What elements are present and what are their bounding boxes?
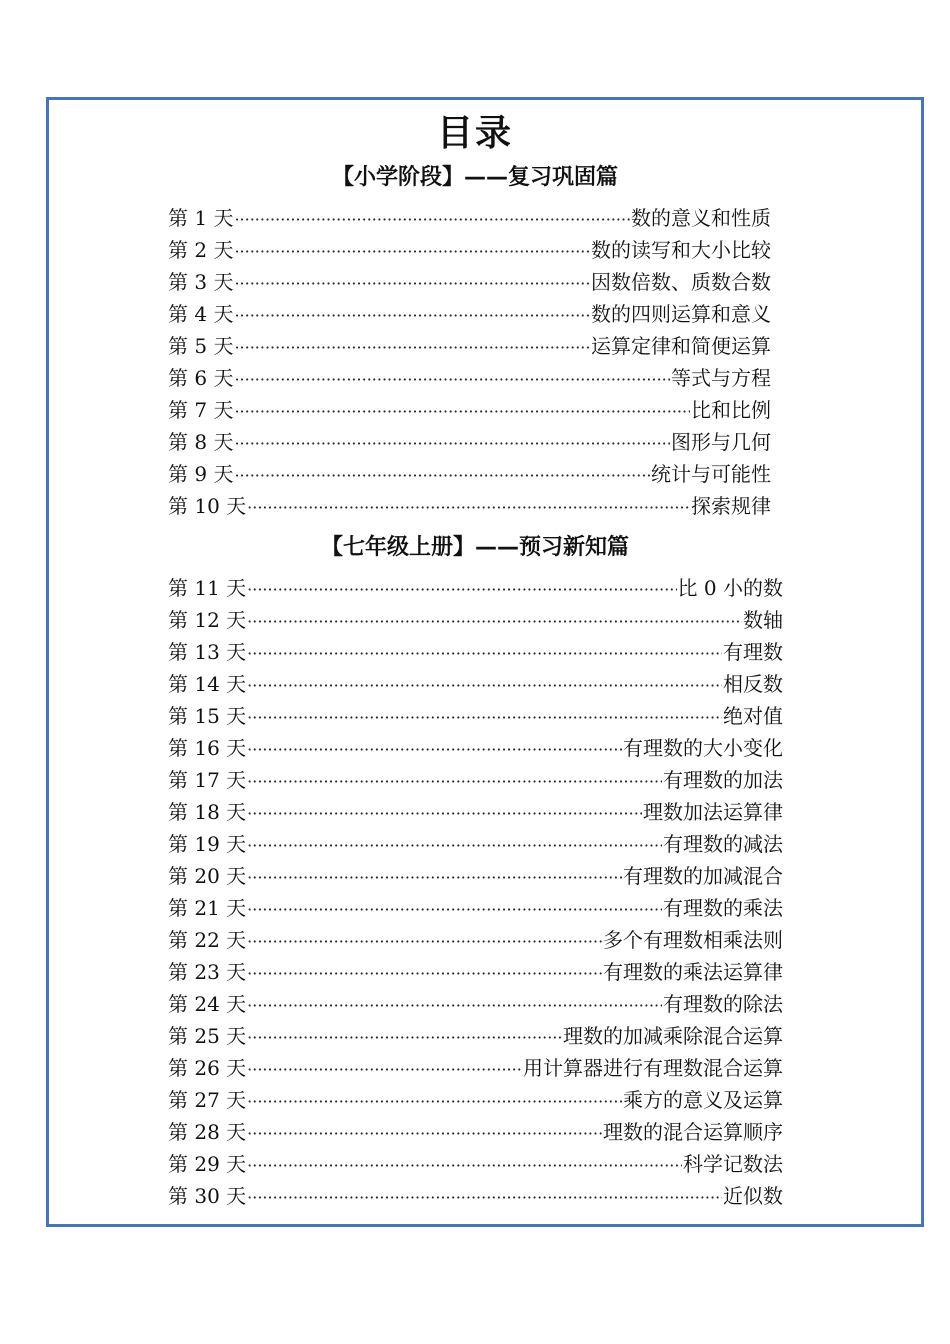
toc-entry-day: 第 22 天	[168, 928, 247, 952]
toc-entry[interactable]	[168, 956, 783, 988]
toc-entry-day: 第 9 天	[168, 462, 234, 486]
toc-dot-leader	[234, 300, 590, 332]
toc-entry[interactable]	[168, 988, 783, 1020]
toc-dot-leader	[247, 894, 662, 926]
toc-entry-title: 运算定律和简便运算	[591, 334, 771, 358]
toc-entry[interactable]	[168, 796, 783, 828]
toc-entry[interactable]	[168, 1084, 783, 1116]
toc-entry-title: 数的四则运算和意义	[591, 302, 771, 326]
toc-entry[interactable]	[168, 604, 783, 636]
toc-dot-leader	[247, 766, 662, 798]
toc-entry-title: 有理数的乘法	[663, 896, 783, 920]
toc-entry-title: 数的读写和大小比较	[591, 238, 771, 262]
toc-entry-title: 有理数的加法	[663, 768, 783, 792]
toc-entry-title: 乘方的意义及运算	[623, 1088, 783, 1112]
toc-entry-title: 等式与方程	[671, 366, 771, 390]
toc-entry-title: 比 0 小的数	[677, 576, 783, 600]
toc-dot-leader	[234, 396, 690, 428]
toc-entry[interactable]	[168, 1116, 783, 1148]
toc-entry[interactable]	[168, 362, 771, 394]
toc-entry-title: 相反数	[723, 672, 783, 696]
page-title: 目录	[436, 113, 513, 154]
toc-entry-day: 第 8 天	[168, 430, 234, 454]
toc-entry-day: 第 12 天	[168, 608, 247, 632]
toc-entry-day: 第 4 天	[168, 302, 234, 326]
section-heading-grade7-preview: 【七年级上册】——预习新知篇	[320, 535, 629, 560]
toc-entry-title: 有理数的加减混合	[623, 864, 783, 888]
toc-entry-title: 有理数的减法	[663, 832, 783, 856]
toc-entry[interactable]	[168, 700, 783, 732]
toc-entry[interactable]	[168, 458, 771, 490]
toc-entry-title: 理数的混合运算顺序	[603, 1120, 783, 1144]
toc-dot-leader	[247, 830, 662, 862]
toc-entry[interactable]	[168, 426, 771, 458]
toc-dot-leader	[247, 958, 602, 990]
toc-entry[interactable]	[168, 668, 783, 700]
toc-dot-leader	[247, 1150, 682, 1182]
toc-dot-leader	[247, 606, 742, 638]
toc-dot-leader	[247, 1086, 622, 1118]
toc-entry-title: 比和比例	[691, 398, 771, 422]
toc-entry-day: 第 21 天	[168, 896, 247, 920]
toc-entry-title: 科学记数法	[683, 1152, 783, 1176]
toc-dot-leader	[247, 990, 662, 1022]
toc-dot-leader	[247, 1054, 522, 1086]
toc-entry-title: 用计算器进行有理数混合运算	[523, 1056, 783, 1080]
toc-list-grade7-preview	[168, 572, 783, 1212]
toc-entry-day: 第 20 天	[168, 864, 247, 888]
toc-dot-leader	[247, 926, 602, 958]
toc-list-primary-review	[168, 202, 771, 522]
toc-entry[interactable]	[168, 860, 783, 892]
toc-entry-day: 第 13 天	[168, 640, 247, 664]
toc-entry-title: 统计与可能性	[651, 462, 771, 486]
toc-entry-day: 第 15 天	[168, 704, 247, 728]
toc-dot-leader	[247, 798, 642, 830]
toc-entry-day: 第 26 天	[168, 1056, 247, 1080]
toc-entry[interactable]	[168, 764, 783, 796]
toc-entry[interactable]	[168, 636, 783, 668]
toc-entry-title: 近似数	[723, 1184, 783, 1208]
toc-entry[interactable]	[168, 202, 771, 234]
toc-entry[interactable]	[168, 732, 783, 764]
toc-entry[interactable]	[168, 394, 771, 426]
toc-entry-title: 因数倍数、质数合数	[591, 270, 771, 294]
toc-entry-title: 理数加法运算律	[643, 800, 783, 824]
toc-entry-title: 图形与几何	[671, 430, 771, 454]
toc-entry-day: 第 3 天	[168, 270, 234, 294]
toc-entry[interactable]	[168, 828, 783, 860]
toc-dot-leader	[234, 204, 630, 236]
toc-dot-leader	[234, 428, 670, 460]
toc-entry-title: 数轴	[743, 608, 783, 632]
toc-entry-title: 有理数的大小变化	[623, 736, 783, 760]
toc-entry-title: 探索规律	[691, 494, 771, 518]
toc-dot-leader	[234, 236, 590, 268]
toc-entry-day: 第 7 天	[168, 398, 234, 422]
toc-entry[interactable]	[168, 1148, 783, 1180]
toc-entry-day: 第 30 天	[168, 1184, 247, 1208]
toc-entry-title: 绝对值	[723, 704, 783, 728]
toc-entry-day: 第 18 天	[168, 800, 247, 824]
toc-dot-leader	[234, 268, 590, 300]
toc-entry-day: 第 2 天	[168, 238, 234, 262]
toc-dot-leader	[247, 1182, 722, 1214]
toc-entry-day: 第 27 天	[168, 1088, 247, 1112]
toc-dot-leader	[247, 638, 722, 670]
toc-dot-leader	[247, 702, 722, 734]
toc-entry-day: 第 6 天	[168, 366, 234, 390]
toc-dot-leader	[247, 1022, 562, 1054]
toc-entry-title: 数的意义和性质	[631, 206, 771, 230]
toc-entry-day: 第 29 天	[168, 1152, 247, 1176]
toc-entry-day: 第 24 天	[168, 992, 247, 1016]
toc-entry-day: 第 17 天	[168, 768, 247, 792]
toc-dot-leader	[234, 332, 590, 364]
toc-entry-day: 第 1 天	[168, 206, 234, 230]
toc-entry[interactable]	[168, 924, 783, 956]
section-heading-primary-review: 【小学阶段】——复习巩固篇	[331, 165, 618, 190]
toc-dot-leader	[234, 460, 650, 492]
toc-entry[interactable]	[168, 572, 783, 604]
toc-entry-day: 第 23 天	[168, 960, 247, 984]
toc-entry[interactable]	[168, 1180, 783, 1212]
toc-dot-leader	[247, 492, 690, 524]
toc-entry[interactable]	[168, 1020, 783, 1052]
toc-entry-title: 理数的加减乘除混合运算	[563, 1024, 783, 1048]
toc-entry[interactable]	[168, 330, 771, 362]
toc-entry-day: 第 5 天	[168, 334, 234, 358]
toc-entry-day: 第 16 天	[168, 736, 247, 760]
toc-dot-leader	[247, 1118, 602, 1150]
toc-entry[interactable]	[168, 892, 783, 924]
toc-entry[interactable]	[168, 298, 771, 330]
toc-dot-leader	[247, 862, 622, 894]
toc-entry-day: 第 28 天	[168, 1120, 247, 1144]
toc-entry-day: 第 11 天	[168, 576, 247, 600]
toc-entry[interactable]	[168, 1052, 783, 1084]
toc-entry-title: 有理数的乘法运算律	[603, 960, 783, 984]
toc-entry[interactable]	[168, 490, 771, 522]
toc-entry[interactable]	[168, 266, 771, 298]
toc-entry-day: 第 14 天	[168, 672, 247, 696]
toc-entry-title: 有理数的除法	[663, 992, 783, 1016]
toc-dot-leader	[247, 734, 622, 766]
toc-entry-day: 第 10 天	[168, 494, 247, 518]
toc-dot-leader	[247, 574, 676, 606]
toc-entry-title: 多个有理数相乘法则	[603, 928, 783, 952]
toc-dot-leader	[234, 364, 670, 396]
toc-dot-leader	[247, 670, 722, 702]
toc-entry-title: 有理数	[723, 640, 783, 664]
toc-entry-day: 第 19 天	[168, 832, 247, 856]
toc-entry[interactable]	[168, 234, 771, 266]
toc-entry-day: 第 25 天	[168, 1024, 247, 1048]
